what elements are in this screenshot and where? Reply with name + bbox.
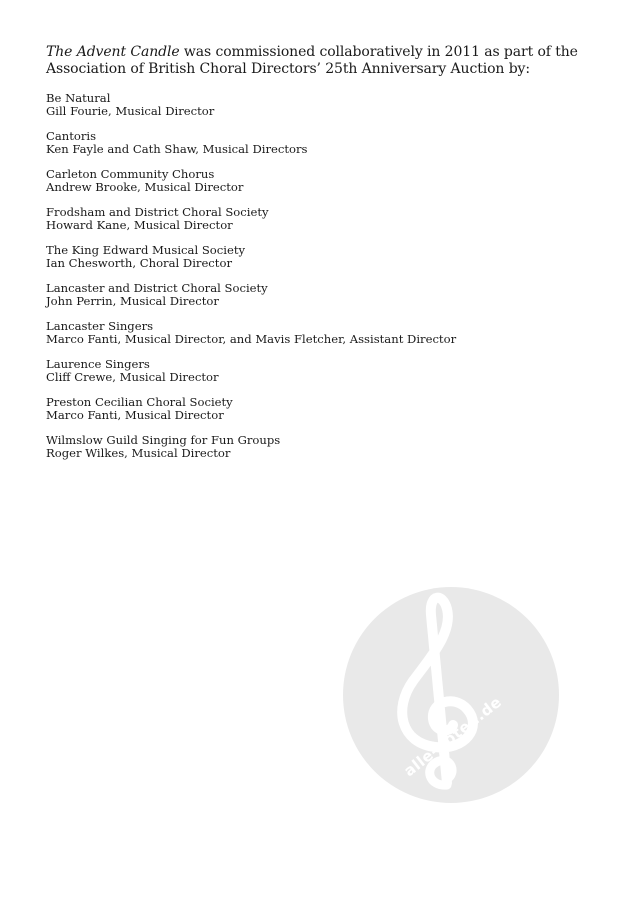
choir-entry bbox=[46, 92, 606, 118]
choir-name: Laurence Singers bbox=[46, 357, 150, 371]
choir-director: Cliff Crewe, Musical Director bbox=[46, 370, 219, 384]
choir-entry bbox=[46, 320, 606, 346]
choir-director: Gill Fourie, Musical Director bbox=[46, 104, 215, 118]
choir-director: John Perrin, Musical Director bbox=[46, 294, 219, 308]
document-page bbox=[46, 44, 606, 472]
choir-entry bbox=[46, 168, 606, 194]
choir-entry bbox=[46, 358, 606, 384]
work-title: The Advent Candle bbox=[46, 44, 180, 60]
choir-director: Ian Chesworth, Choral Director bbox=[46, 256, 232, 270]
choir-name: Carleton Community Chorus bbox=[46, 167, 215, 181]
intro-paragraph bbox=[46, 44, 606, 78]
choir-name: Lancaster Singers bbox=[46, 319, 154, 333]
choir-director: Marco Fanti, Musical Director, and Mavis Fletcher, Assistant Director bbox=[46, 332, 457, 346]
choir-entry bbox=[46, 434, 606, 460]
choir-name: The King Edward Musical Society bbox=[46, 243, 246, 257]
choir-director: Ken Fayle and Cath Shaw, Musical Directors bbox=[46, 142, 308, 156]
choir-entry bbox=[46, 396, 606, 422]
choir-name: Wilmslow Guild Singing for Fun Groups bbox=[46, 433, 281, 447]
choir-entry bbox=[46, 206, 606, 232]
choir-name: Preston Cecilian Choral Society bbox=[46, 395, 233, 409]
choir-name: Be Natural bbox=[46, 91, 111, 105]
choir-director: Marco Fanti, Musical Director bbox=[46, 408, 224, 422]
choir-name: Frodsham and District Choral Society bbox=[46, 205, 269, 219]
watermark-text: alle-noten.de bbox=[400, 692, 506, 781]
choir-director: Andrew Brooke, Musical Director bbox=[46, 180, 244, 194]
watermark-logo bbox=[343, 587, 559, 803]
choir-director: Roger Wilkes, Musical Director bbox=[46, 446, 231, 460]
choir-director: Howard Kane, Musical Director bbox=[46, 218, 233, 232]
choir-entry bbox=[46, 282, 606, 308]
choir-entry bbox=[46, 130, 606, 156]
intro-text: was commissioned collaboratively in 2011 as part of the Association of British Choral Directors’ 25th Anniversary Auction by: bbox=[46, 44, 578, 77]
choir-name: Lancaster and District Choral Society bbox=[46, 281, 268, 295]
choir-entry bbox=[46, 244, 606, 270]
choir-name: Cantoris bbox=[46, 129, 97, 143]
